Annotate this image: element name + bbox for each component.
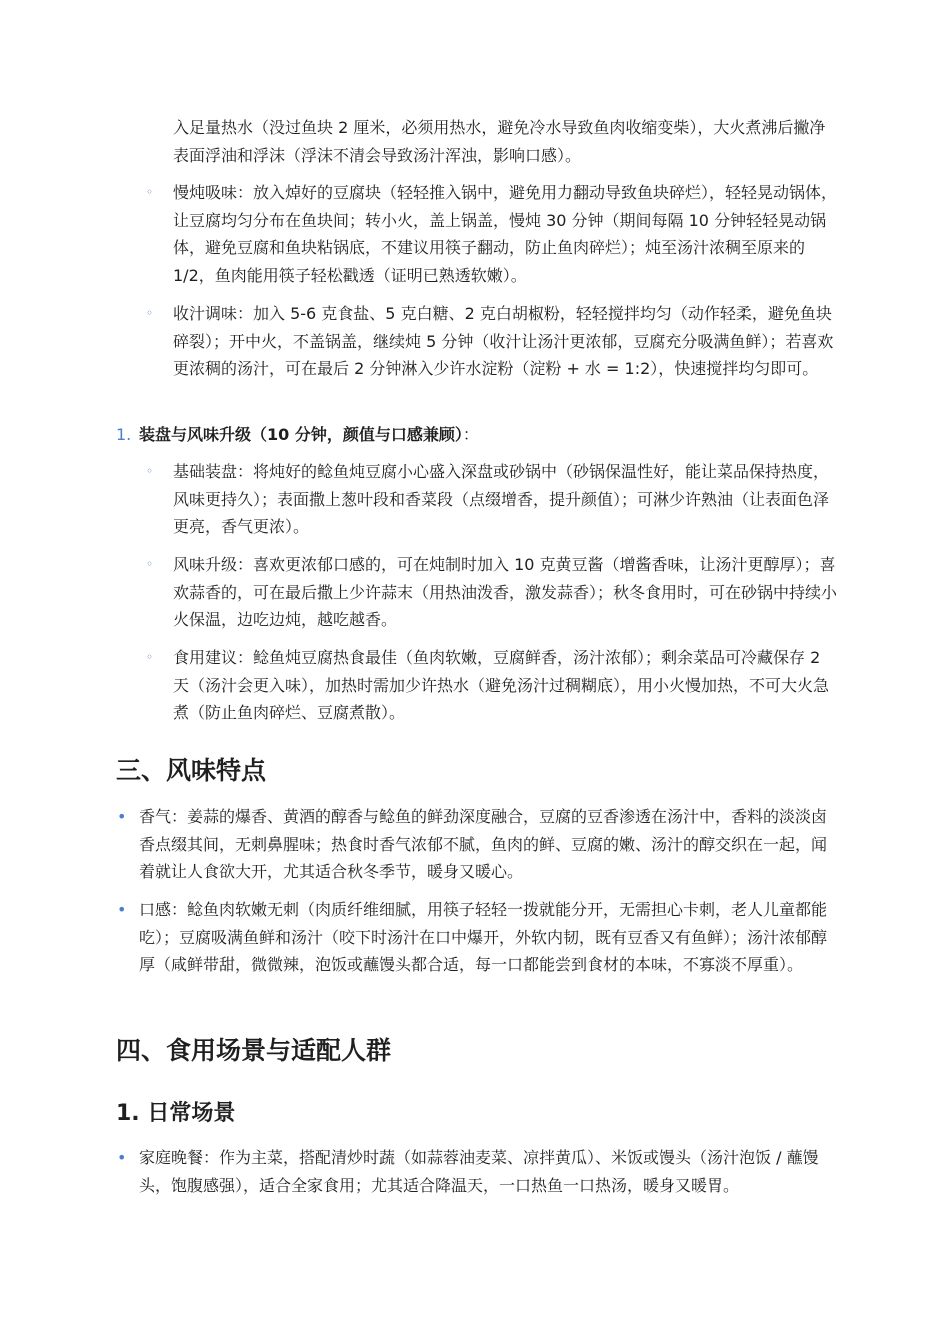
list-item-text: 口感：鲶鱼肉软嫩无刺（肉质纤维细腻，用筷子轻轻一拨就能分开，无需担心卡刺，老人儿童都能吃）；豆腐吸满鱼鲜和汤汁（咬下时汤汁在口中爆开，外软内韧，既有豆香又有鱼鲜）；汤汁浓郁醇厚（咸鲜带甜，微微辣，泡饭或蘸馒头都合适，每一口都能尝到食材的本味，不寡淡不厚重）。 <box>139 900 828 974</box>
continued-step-text-wrap <box>0 114 841 169</box>
list-item-text: 风味升级：喜欢更浓郁口感的，可在炖制时加入 10 克黄豆酱（增酱香味，让汤汁更醇厚）；喜欢蒜香的，可在最后撒上少许蒜末（用热油泼香，激发蒜香）；秋冬食用时，可在砂锅中持续小火保温，边吃边炖，越吃越香。 <box>173 555 838 629</box>
step-number: 1. <box>116 425 132 444</box>
subsection-heading-daily: 1. 日常场景 <box>116 1101 236 1126</box>
continued-step <box>0 114 950 169</box>
list-item-text: 食用建议：鲶鱼炖豆腐热食最佳（鱼肉软嫩，豆腐鲜香，汤汁浓郁）；剩余菜品可冷藏保存 2 天（汤汁会更入味），加热时需加少许热水（避免汤汁过稠糊底），用小火慢加热，不可大火急煮（防止鱼肉碎烂、豆腐煮散）。 <box>173 648 830 722</box>
list-item-text: 基础装盘：将炖好的鲶鱼炖豆腐小心盛入深盘或砂锅中（砂锅保温性好，能让菜品保持热度，风味更持久）；表面撒上葱叶段和香菜段（点缀增香，提升颜值）；可淋少许熟油（让表面色泽更亮，香气更浓）。 <box>173 462 830 536</box>
bullet-icon: • <box>117 1148 127 1167</box>
list-item-body <box>0 803 829 886</box>
list-item-body <box>0 896 829 979</box>
list-item-body <box>0 1144 829 1199</box>
step-title-suffix: ： <box>462 425 479 444</box>
numbered-step-body <box>0 421 829 449</box>
list-item <box>0 644 950 727</box>
hollow-bullet-icon: ◦ <box>146 557 154 571</box>
hollow-bullet-icon: ◦ <box>146 464 154 478</box>
list-item-body <box>0 551 841 634</box>
list-item-text: 慢炖吸味：放入焯好的豆腐块（轻轻推入锅中，避免用力翻动导致鱼块碎烂），轻轻晃动锅体，让豆腐均匀分布在鱼块间；转小火，盖上锅盖，慢炖 30 分钟（期间每隔 10 分钟轻轻晃动锅体，避免豆腐和鱼块粘锅底，不建议用筷子翻动，防止鱼肉碎烂）；炖至汤汁浓稠至原来的 1/2，鱼肉能用筷子轻松戳透（证明已熟透软嫩）。 <box>173 183 838 285</box>
list-item-text: 香气：姜蒜的爆香、黄酒的醇香与鲶鱼的鲜劲深度融合，豆腐的豆香渗透在汤汁中，香料的淡淡卤香点缀其间，无刺鼻腥味；热食时香气浓郁不腻，鱼肉的鲜、豆腐的嫩、汤汁的醇交织在一起，闻着就让人食欲大开，尤其适合秋冬季节，暖身又暖心。 <box>139 807 828 881</box>
section-heading-flavor: 三、风味特点 <box>116 756 267 785</box>
list-item-body <box>0 458 841 541</box>
section-heading-scenarios: 四、食用场景与适配人群 <box>116 1036 392 1065</box>
hollow-bullet-icon: ◦ <box>146 185 154 199</box>
list-item-body <box>0 179 841 289</box>
step-title: 装盘与风味升级（10 分钟，颜值与口感兼顾） <box>139 425 463 444</box>
list-item <box>0 179 950 289</box>
list-item <box>0 300 950 383</box>
hollow-bullet-icon: ◦ <box>146 650 154 664</box>
list-item-body <box>0 300 841 383</box>
continued-step-text: 入足量热水（没过鱼块 2 厘米，必须用热水，避免冷水导致鱼肉收缩变柴），大火煮沸后撇净表面浮油和浮沫（浮沫不清会导致汤汁浑浊，影响口感）。 <box>173 118 826 165</box>
list-item <box>0 551 950 634</box>
list-item <box>0 896 950 979</box>
list-item-text: 收汁调味：加入 5-6 克食盐、5 克白糖、2 克白胡椒粉，轻轻搅拌均匀（动作轻柔，避免鱼块碎裂）；开中火，不盖锅盖，继续炖 5 分钟（收汁让汤汁更浓郁，豆腐充分吸满鱼鲜）；若喜欢更浓稠的汤汁，可在最后 2 分钟淋入少许水淀粉（淀粉 + 水 = 1:2），快速搅拌均匀即可。 <box>173 304 834 378</box>
list-item <box>0 458 950 541</box>
bullet-icon: • <box>117 900 127 919</box>
list-item-body <box>0 644 841 727</box>
list-item <box>0 1144 950 1199</box>
bullet-icon: • <box>117 807 127 826</box>
list-item <box>0 803 950 886</box>
hollow-bullet-icon: ◦ <box>146 306 154 320</box>
list-item-text: 家庭晚餐：作为主菜，搭配清炒时蔬（如蒜蓉油麦菜、凉拌黄瓜）、米饭或馒头（汤汁泡饭 / 蘸馒头，饱腹感强），适合全家食用；尤其适合降温天，一口热鱼一口热汤，暖身又暖胃。 <box>139 1148 819 1195</box>
numbered-step-plating <box>0 421 950 449</box>
